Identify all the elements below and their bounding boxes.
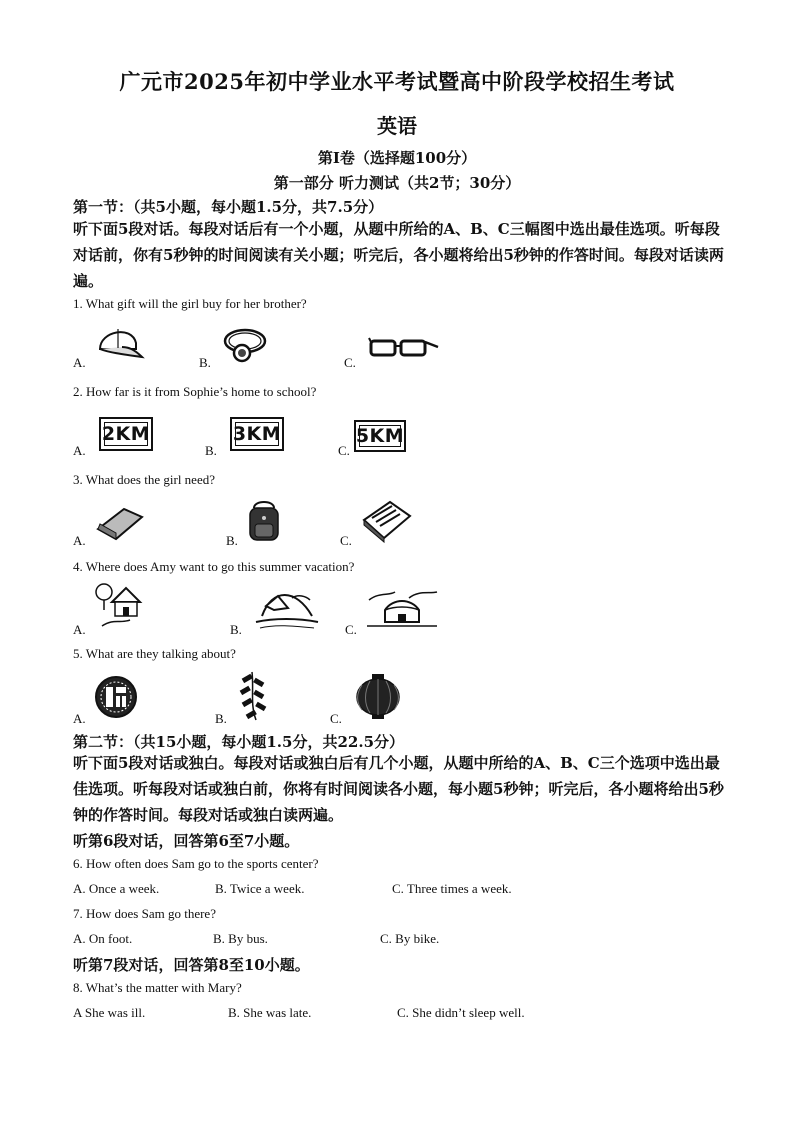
sign-5km: 5KM <box>354 420 406 452</box>
section2-instructions: 听下面5段对话或独白。每段对话或独白后有几个小题，从题中所给的A、B、C三个选项中选出最佳选项。听每段对话或独白前，你将有时间阅读各小题，每小题5秒钟；听完后，各小题将给出5秒钟的作答时间。每段对话或独白读两遍。 <box>73 754 724 824</box>
q2-option-c-label: C. <box>338 443 350 458</box>
q6-option-c: C. Three times a week. <box>392 881 512 896</box>
q8-option-b: B. She was late. <box>228 1005 312 1020</box>
q6-option-a: A. Once a week. <box>73 881 160 896</box>
q4-option-c-label: C. <box>345 622 357 637</box>
q3-option-c-label: C. <box>340 533 352 548</box>
fu-paper-cut-icon <box>94 675 138 719</box>
q2-option-a-label: A. <box>73 443 86 458</box>
sign-3km: 3KM <box>230 417 284 451</box>
q1-option-a-label: A. <box>73 355 86 370</box>
dialog-6-heading: 听第6段对话，回答第6至7小题。 <box>73 832 300 850</box>
question-1: 1. What gift will the girl buy for her brother? <box>73 296 307 311</box>
section2-heading: 第二节：（共15小题，每小题1.5分，共22.5分） <box>73 733 405 751</box>
lantern-icon <box>354 672 402 722</box>
q6-option-b: B. Twice a week. <box>215 881 305 896</box>
question-8: 8. What’s the matter with Mary? <box>73 980 242 995</box>
part-heading: 第一部分 听力测试（共2节；30分） <box>273 174 521 192</box>
q4-option-a-label: A. <box>73 622 86 637</box>
section1-instructions: 听下面5段对话。每段对话后有一个小题，从题中所给的A、B、C三幅图中选出最佳选项。听每段对话前，你有5秒钟的时间阅读有关小题；听完后，各小题将给出5秒钟的作答时间。每段对话读两遍。 <box>73 220 724 290</box>
q1-option-b-label: B. <box>199 355 211 370</box>
q4-option-b-label: B. <box>230 622 242 637</box>
q1-option-c-label: C. <box>344 355 356 370</box>
watch-icon <box>220 325 270 365</box>
q8-option-c: C. She didn’t sleep well. <box>397 1005 525 1020</box>
q5-option-a-label: A. <box>73 711 86 726</box>
eraser-icon <box>94 503 146 543</box>
q8-option-a: A She was ill. <box>73 1005 146 1020</box>
backpack-icon <box>244 500 284 544</box>
firecrackers-icon <box>236 670 272 722</box>
question-5: 5. What are they talking about? <box>73 646 236 661</box>
q5-option-b-label: B. <box>215 711 227 726</box>
countryside-house-icon <box>94 580 150 628</box>
q7-option-a: A. On foot. <box>73 931 133 946</box>
glasses-icon <box>368 333 440 361</box>
question-7: 7. How does Sam go there? <box>73 906 216 921</box>
q3-option-a-label: A. <box>73 533 86 548</box>
sign-2km: 2KM <box>99 417 153 451</box>
pencil-case-icon <box>360 498 412 544</box>
exam-title: 广元市2025年初中学业水平考试暨高中阶段学校招生考试 <box>119 69 675 94</box>
cap-icon <box>94 323 146 363</box>
subject-title: 英语 <box>377 114 417 138</box>
q7-option-c: C. By bike. <box>380 931 440 946</box>
question-4: 4. Where does Amy want to go this summer vacation? <box>73 559 355 574</box>
section1-heading: 第一节：（共5小题，每小题1.5分，共7.5分） <box>73 198 384 216</box>
question-6: 6. How often does Sam go to the sports center? <box>73 856 319 871</box>
q3-option-b-label: B. <box>226 533 238 548</box>
yurt-grassland-icon <box>365 586 439 632</box>
q5-option-c-label: C. <box>330 711 342 726</box>
question-3: 3. What does the girl need? <box>73 472 215 487</box>
tropical-island-icon <box>254 586 320 630</box>
volume-heading: 第Ⅰ卷（选择题100分） <box>317 149 477 167</box>
question-2: 2. How far is it from Sophie’s home to school? <box>73 384 317 399</box>
q2-option-b-label: B. <box>205 443 217 458</box>
q7-option-b: B. By bus. <box>213 931 268 946</box>
dialog-7-heading: 听第7段对话，回答第8至10小题。 <box>73 956 310 974</box>
